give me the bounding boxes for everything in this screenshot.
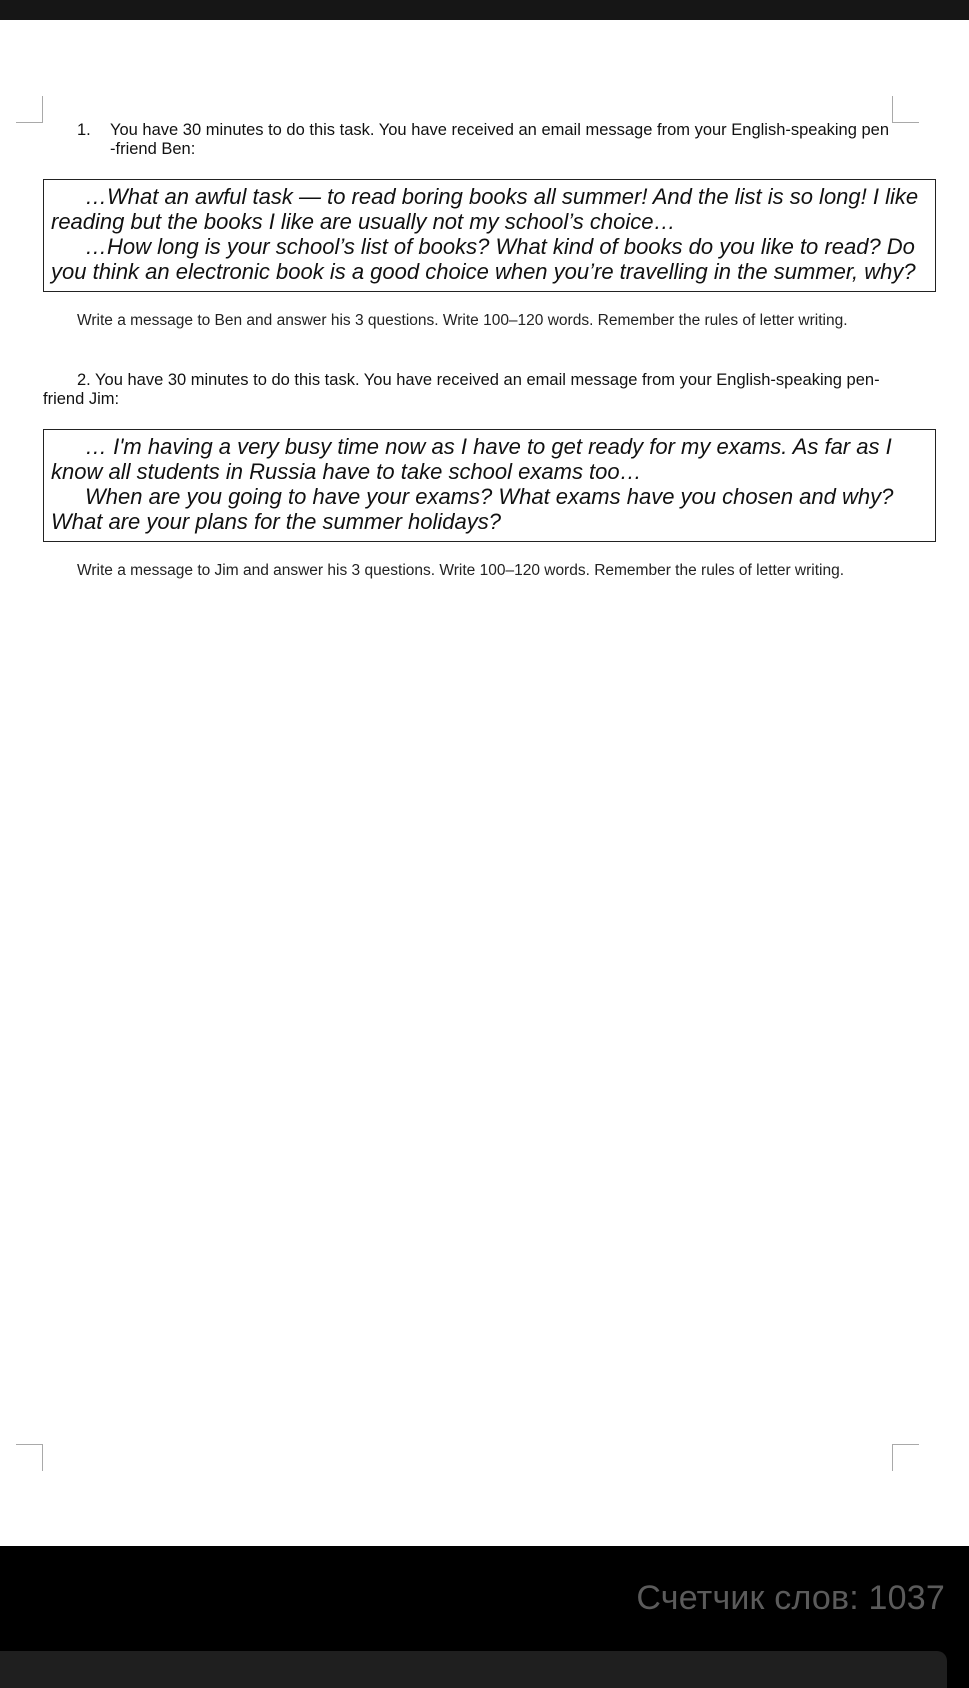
task-2-letter-box <box>43 429 936 542</box>
crop-mark-bottom-right <box>892 1444 919 1471</box>
crop-mark-bottom-left <box>16 1444 43 1471</box>
task-2-instruction: Write a message to Jim and answer his 3 questions. Write 100–120 words. Remember the rules of letter writing. <box>77 562 845 579</box>
bottom-toolbar <box>0 1546 969 1688</box>
word-count-label[interactable]: Счетчик слов: 1037 <box>636 1579 945 1617</box>
task-1-text: You have 30 minutes to do this task. You have received an email message from your English-speaking pen -friend Ben: <box>110 121 890 158</box>
task-1-letter-paragraph: …What an awful task — to read boring books all summer! And the list is so long! I like reading but the books I like are usually not my school’s choice… <box>51 184 919 234</box>
crop-mark-top-right <box>892 96 919 123</box>
task-1-letter-box <box>43 179 936 292</box>
crop-mark-top-left <box>16 96 43 123</box>
task-1 <box>77 121 897 159</box>
task-1-letter-paragraph: …How long is your school’s list of books? What kind of books do you like to read? Do you think an electronic book is a good choice when you’re travelling in the summer, why? <box>51 234 916 284</box>
bottom-panel[interactable] <box>0 1651 947 1688</box>
task-1-number: 1. <box>77 121 91 139</box>
task-2-text: 2. You have 30 minutes to do this task. You have received an email message from your English-speaking pen-friend Jim: <box>43 371 880 408</box>
task-2-letter-paragraph: … I'm having a very busy time now as I have to get ready for my exams. As far as I know all students in Russia have to take school exams too… <box>51 434 892 484</box>
status-bar <box>0 0 969 20</box>
task-1-instruction: Write a message to Ben and answer his 3 questions. Write 100–120 words. Remember the rules of letter writing. <box>77 312 848 329</box>
task-2-letter-paragraph: When are you going to have your exams? What exams have you chosen and why? What are your plans for the summer holidays? <box>51 484 894 534</box>
document-page[interactable] <box>0 20 969 1546</box>
